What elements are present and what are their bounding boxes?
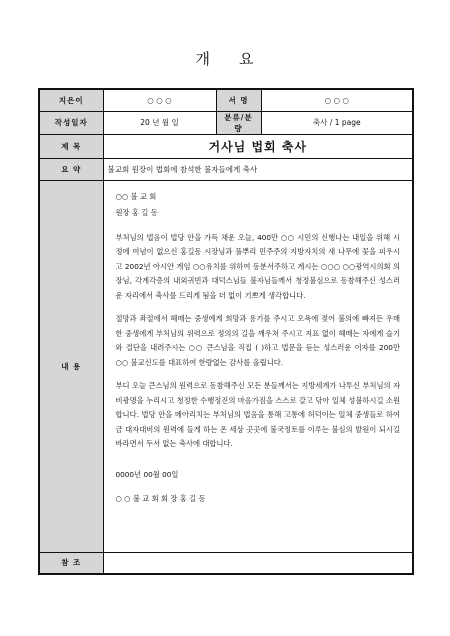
content-label: 내 용 [39, 180, 103, 552]
summary-form-table [38, 88, 414, 575]
subject-label: 제 목 [39, 134, 103, 158]
subject-value: 거사님 법회 축사 [103, 134, 413, 158]
author-row [39, 89, 413, 111]
paragraph-2: 절망과 좌절에서 헤매는 중생에게 희망과 용기를 주시고 오욕에 젖어 불의에 빠져든 우매한 중생에게 부처님의 위력으로 정의의 길을 깨우쳐 주시고 지표 없이 헤매는 자에게 슬기와 결단을 내려주시는 ○○ 큰스님을 직접 ( )하고 법문을 듣는 성스러운 이자를 200만 ○○ 불교신도를 대표하여 한량없는 감사를 올립니다. [115, 314, 400, 367]
date-row [39, 111, 413, 134]
content-body [103, 180, 413, 552]
summary-value: 불교회 원장이 법회에 참석한 불자들에게 축사 [103, 158, 413, 180]
reference-label: 참 조 [39, 552, 103, 574]
signer-value: ○ ○ ○ [261, 89, 413, 111]
summary-row [39, 158, 413, 180]
paragraph-3: 부디 오늘 큰스님의 원력으로 동참해주신 모든 분들께서는 지방세계가 나투신 부처님의 자비광명을 누리시고 청정한 수행정진의 마음가짐을 스스로 갈고 닦아 일체 성불하시길 소원합니다. 법당 안을 메아리치는 부처님의 법음을 통해 고통에 허덕이는 일체 중생들로 하여금 대자대비의 원력에 들게 하는 온 세상 곳곳에 불국정토를 이루는 불심의 발원이 되시길 바라면서 두서 없는 축사에 대합니다. [115, 381, 400, 448]
signer-label: 서 명 [216, 89, 261, 111]
subject-row [39, 134, 413, 158]
content-row [39, 180, 413, 552]
author-value: ○ ○ ○ [103, 89, 216, 111]
sender-name: 원장 홍 길 동 [115, 207, 158, 217]
org-name: ○○ 불 교 회 [115, 191, 157, 201]
date-line: 0000년 00월 00일 [115, 469, 179, 479]
category-label: 분류/분량 [216, 111, 261, 134]
paragraph-1: 부처님의 법음이 법당 안을 가득 채운 오늘, 400만 ○○ 시민의 신행나는 내일을 위해 시정에 여념이 없으신 홍길동 시장님과 풀뿌리 민주주의 지방자치의 새 나무에 꽃을 피우시고 2002년 아시안 게임 ○○유치를 위하여 동분서주하고 계시는 ○○○ ○○광역시의회 의장님, 각계각층의 내외귀빈과 대덕스님들 불자님들께서 청정불심으로 동참해주신 성스러운 자리에서 축사를 드리게 됨을 더 없이 기쁘게 생각합니다. [115, 232, 400, 300]
author-label: 지은이 [39, 89, 103, 111]
title-char-1: 개 [195, 50, 211, 68]
title-char-2: 요 [239, 50, 255, 68]
reference-row [39, 552, 413, 574]
date-value: 20 년 월 일 [103, 111, 216, 134]
signature-line: ○ ○ 불 교 회 회 장 홍 길 동 [115, 493, 206, 503]
category-value: 축사 / 1 page [261, 111, 413, 134]
document-title [0, 48, 450, 69]
date-label: 작성일자 [39, 111, 103, 134]
reference-value [103, 552, 413, 574]
summary-label: 요 약 [39, 158, 103, 180]
